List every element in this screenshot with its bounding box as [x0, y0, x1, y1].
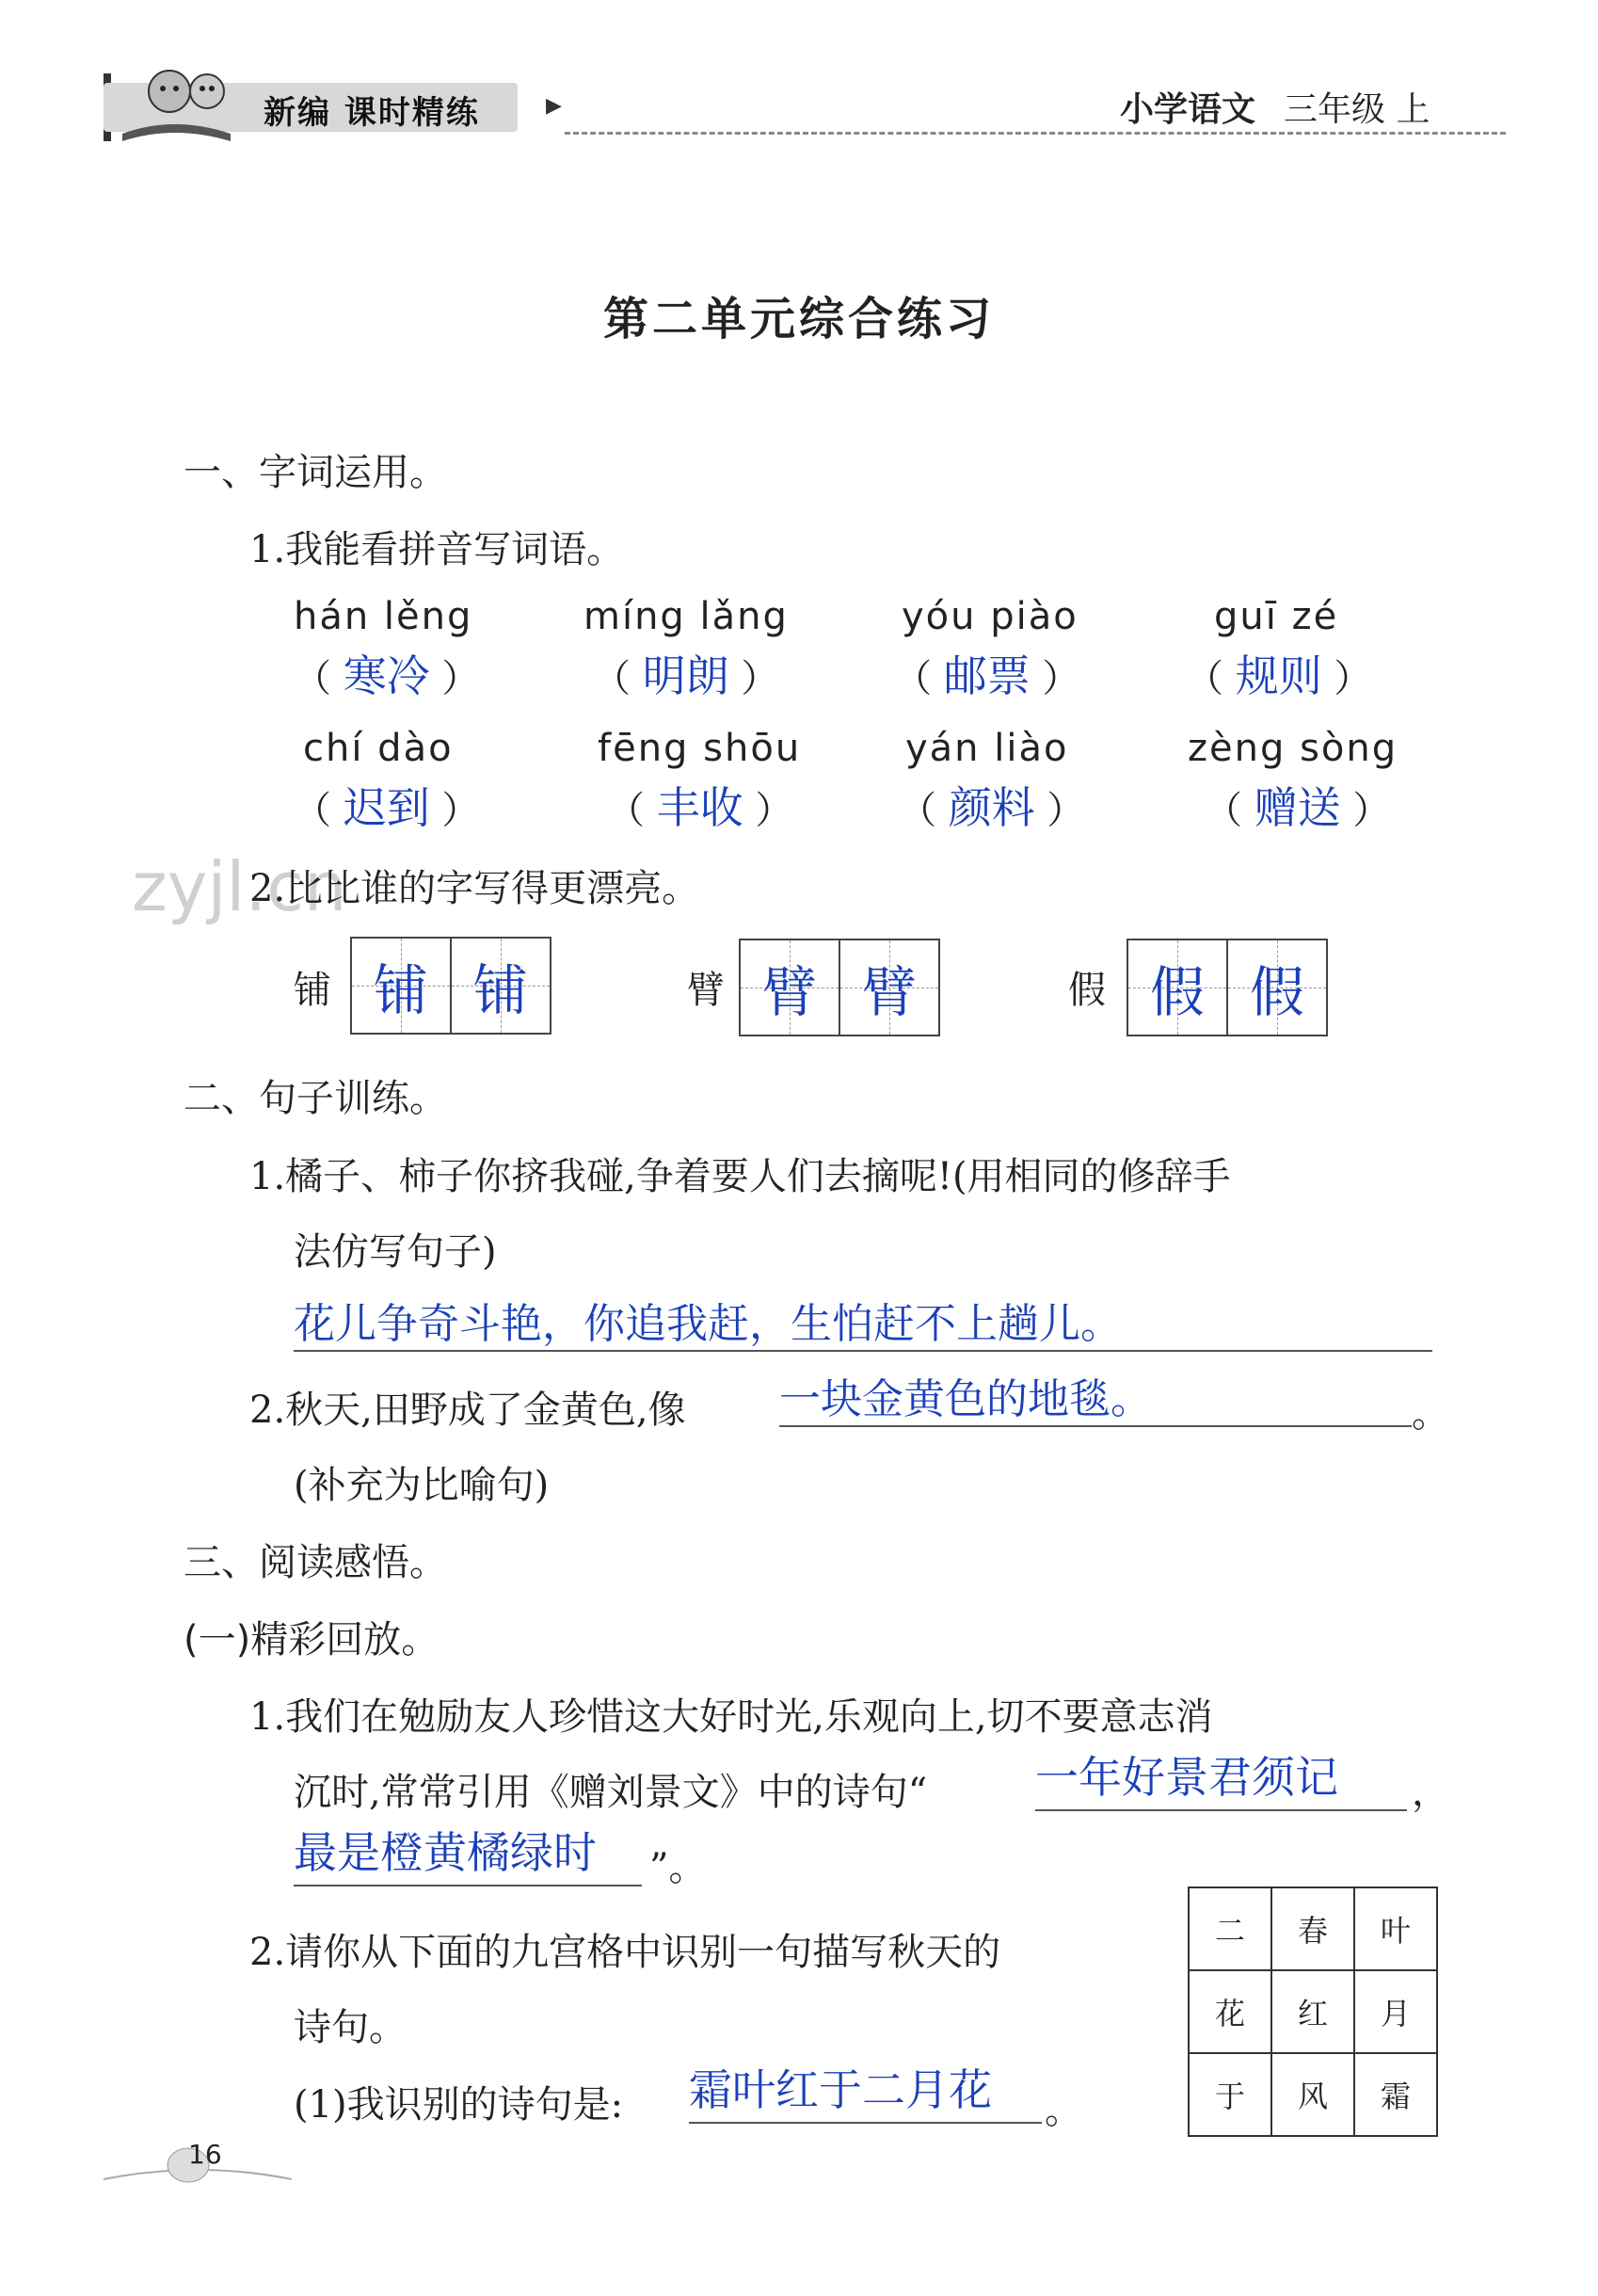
- answer-2: 明朗: [642, 650, 729, 701]
- section-2-heading: 二、句子训练。: [184, 1077, 447, 1120]
- s3-q2-answer: 霜叶红于二月花: [689, 2064, 992, 2115]
- pinyin-6: fēng shōu: [598, 727, 802, 770]
- section-3-sub: (一)精彩回放。: [184, 1618, 439, 1662]
- grid-char: 叶: [1354, 1887, 1437, 1970]
- answer-4: 规则: [1235, 650, 1322, 701]
- s3-q2-sub-suffix: 。: [1045, 2089, 1082, 2132]
- book-mascot-icon: [118, 58, 259, 148]
- pinyin-5: chí dào: [303, 727, 454, 770]
- s3-q2-answer-line: [689, 2056, 1042, 2124]
- grade-label: 三年级 上: [1284, 90, 1430, 129]
- answer-1: 寒冷: [343, 650, 430, 701]
- grid-row: [1189, 2053, 1437, 2136]
- pinyin-4: guī zé: [1214, 595, 1339, 638]
- s3-q1-answer2-line: [294, 1819, 642, 1887]
- grid-char: 春: [1271, 1887, 1354, 1970]
- s1-q1-prompt: 1.我能看拼音写词语。: [249, 528, 625, 571]
- writing-grid-1: [350, 937, 551, 1035]
- grid-cell: 假: [1128, 940, 1226, 1035]
- nine-grid: [1188, 1887, 1438, 2137]
- answer-slot-8: （ 赠送 ）: [1205, 782, 1391, 833]
- grid-row: [1189, 1887, 1437, 1970]
- answer-slot-4: （ 规则 ）: [1186, 650, 1372, 701]
- model-char-1: 铺: [294, 969, 331, 1012]
- s1-q2-prompt: 2.比比谁的字写得更漂亮。: [249, 867, 700, 910]
- s3-q1-answer1-line: [1035, 1743, 1407, 1811]
- s3-q1-line1: 1.我们在勉励友人珍惜这大好时光,乐观向上,切不要意志消: [249, 1695, 1213, 1739]
- s2-q1-answer: 花儿争奇斗艳，你追我赶，生怕赶不上趟儿。: [294, 1300, 1122, 1348]
- answer-slot-1: （ 寒冷 ）: [294, 650, 480, 701]
- pinyin-3: yóu piào: [902, 595, 1079, 638]
- s3-q1-comma: ，: [1412, 1771, 1449, 1814]
- arrow-right-icon: ▶: [546, 94, 562, 118]
- grid-row: [1189, 1970, 1437, 2053]
- s3-q2-line1: 2.请你从下面的九宫格中识别一句描写秋天的: [249, 1931, 1001, 1974]
- s2-q2-answer: 一块金黄色的地毯。: [779, 1375, 1152, 1423]
- answer-slot-3: （ 邮票 ）: [894, 650, 1080, 701]
- answer-7: 颜料: [948, 782, 1035, 833]
- s3-q1-answer1: 一年好景君须记: [1035, 1752, 1338, 1803]
- subject-label: 小学语文: [1120, 90, 1256, 129]
- header-divider: [565, 132, 1506, 135]
- series-title: 新编 课时精练: [264, 94, 480, 132]
- pinyin-8: zèng sòng: [1188, 727, 1398, 770]
- s3-q2-line2: 诗句。: [294, 2006, 407, 2049]
- writing-grid-3: [1127, 939, 1328, 1036]
- s3-q1-line2: 沉时,常常引用《赠刘景文》中的诗句“: [294, 1771, 928, 1814]
- writing-grid-2: [739, 939, 940, 1036]
- s2-q1-answer-line: [294, 1290, 1432, 1352]
- s2-q2-answer-line: [779, 1365, 1412, 1427]
- header-subject-block: [1120, 83, 1430, 131]
- grid-cell: 假: [1226, 940, 1326, 1035]
- s3-q1-end: ”。: [649, 1846, 707, 1889]
- s2-q2-prefix: 2.秋天,田野成了金黄色,像: [249, 1389, 686, 1432]
- answer-6: 丰收: [656, 782, 743, 833]
- watermark: zyjl.cn: [132, 847, 347, 926]
- s2-q2-note: (补充为比喻句): [294, 1464, 550, 1507]
- answer-3: 邮票: [943, 650, 1031, 701]
- answer-8: 赠送: [1254, 782, 1341, 833]
- s2-q1-line2: 法仿写句子): [294, 1230, 497, 1274]
- s2-q2-suffix: 。: [1412, 1392, 1449, 1436]
- section-3-heading: 三、阅读感悟。: [184, 1541, 447, 1584]
- grid-char: 于: [1189, 2053, 1271, 2136]
- grid-char: 月: [1354, 1970, 1437, 2053]
- grid-char: 风: [1271, 2053, 1354, 2136]
- grid-char: 二: [1189, 1887, 1271, 1970]
- grid-cell: 铺: [352, 939, 450, 1033]
- s3-q2-sub-prefix: (1)我识别的诗句是:: [294, 2083, 624, 2127]
- answer-slot-6: （ 丰收 ）: [607, 782, 793, 833]
- pinyin-1: hán lěng: [294, 595, 473, 638]
- grid-char: 霜: [1354, 2053, 1437, 2136]
- page-title: 第二单元综合练习: [602, 293, 995, 345]
- answer-slot-5: （ 迟到 ）: [294, 782, 480, 833]
- s3-q1-answer2: 最是橙黄橘绿时: [294, 1827, 597, 1878]
- model-char-2: 臂: [687, 969, 725, 1012]
- section-1-heading: 一、字词运用。: [184, 451, 447, 494]
- model-char-3: 假: [1068, 969, 1106, 1012]
- grid-char: 花: [1189, 1970, 1271, 2053]
- pinyin-7: yán liào: [905, 727, 1069, 770]
- s2-q1-line1: 1.橘子、柿子你挤我碰,争着要人们去摘呢!(用相同的修辞手: [249, 1155, 1231, 1198]
- grid-cell: 铺: [450, 939, 550, 1033]
- answer-slot-7: （ 颜料 ）: [899, 782, 1085, 833]
- answer-slot-2: （ 明朗 ）: [593, 650, 779, 701]
- answer-5: 迟到: [343, 782, 430, 833]
- grid-cell: 臂: [741, 940, 839, 1035]
- grid-char: 红: [1271, 1970, 1354, 2053]
- page-number: 16: [188, 2139, 222, 2170]
- pinyin-2: míng lǎng: [583, 595, 789, 638]
- grid-cell: 臂: [839, 940, 938, 1035]
